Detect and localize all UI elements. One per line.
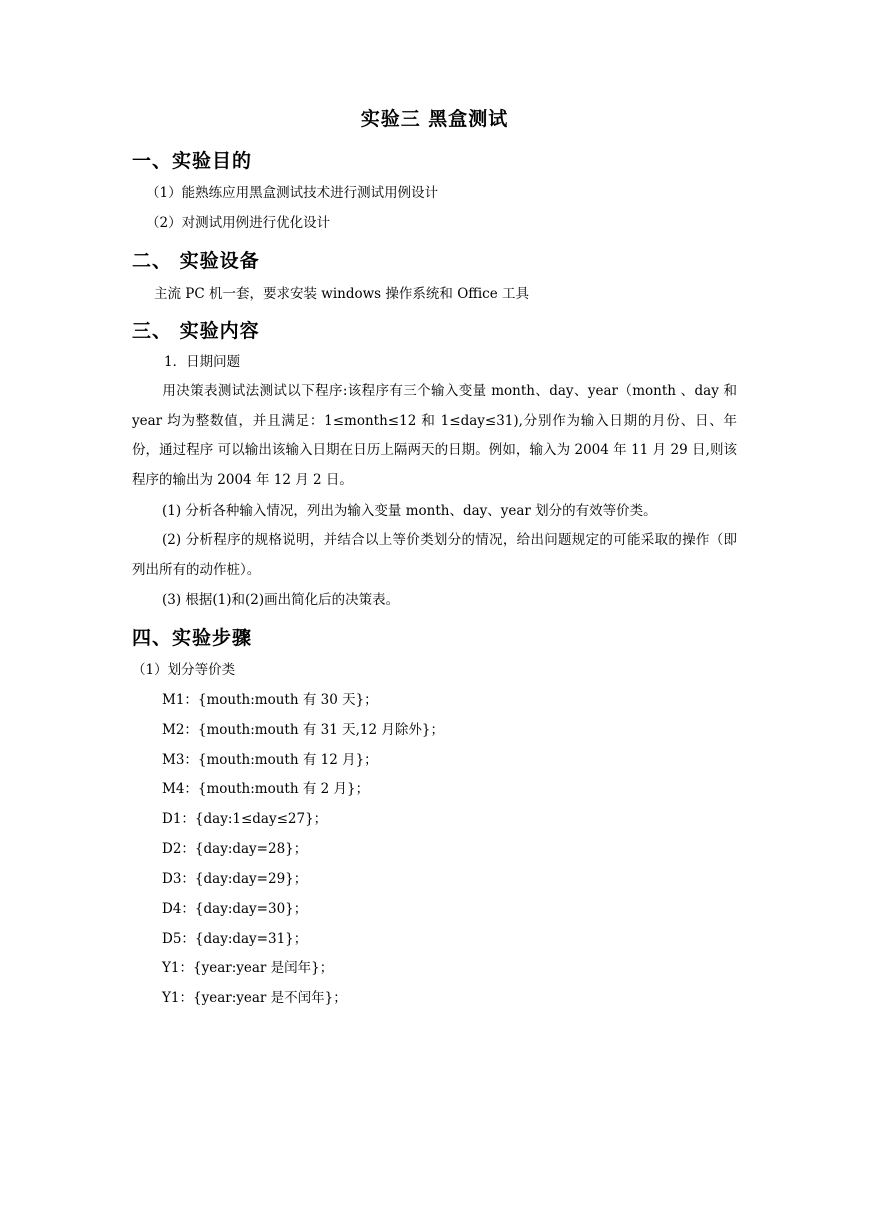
content-task-2	[132, 526, 737, 585]
content-task-2-text: (2) 分析程序的规格说明，并结合以上等价类划分的情况，给出问题规定的可能采取的操作（即列出所有的动作桩）。	[132, 532, 737, 578]
class-item: D2：{day:day=28}；	[162, 841, 308, 857]
class-item: D3：{day:day=29}；	[162, 871, 308, 887]
class-item: D1：{day:1≤day≤27}；	[162, 811, 328, 827]
class-item: D4：{day:day=30}；	[162, 901, 308, 917]
class-item: D5：{day:day=31}；	[162, 931, 308, 947]
class-item: M3：{mouth:mouth 有 12 月}；	[162, 752, 378, 768]
steps-subheading: （1）划分等价类	[132, 662, 236, 678]
class-item: M1：{mouth:mouth 有 30 天}；	[162, 692, 378, 708]
section-heading-content: 三、 实验内容	[132, 320, 260, 342]
purpose-item-2: （2）对测试用例进行优化设计	[146, 215, 331, 231]
content-paragraph	[132, 377, 737, 496]
class-item: M4：{mouth:mouth 有 2 月}；	[162, 781, 370, 797]
content-task-3: (3) 根据(1)和(2)画出简化后的决策表。	[162, 592, 400, 608]
class-item: Y1：{year:year 是闰年}；	[162, 960, 334, 976]
content-paragraph-text: 用决策表测试法测试以下程序:该程序有三个输入变量 month、day、year（month 、day 和 year 均为整数值，并且满足：1≤month≤12 和 1≤day≤31),分别作为输入日期的月份、日、年份，通过程序 可以输出该输入日期在日历上隔两天的日期。例如，输入为 2004 年 11 月 29 日,则该程序的输出为 2004 年 12 月 2 日。	[132, 383, 737, 489]
equipment-text: 主流 PC 机一套，要求安装 windows 操作系统和 Office 工具	[154, 286, 530, 302]
purpose-item-1: （1）能熟练应用黑盒测试技术进行测试用例设计	[146, 185, 439, 201]
section-heading-purpose: 一、实验目的	[132, 150, 253, 172]
section-heading-equipment: 二、 实验设备	[132, 250, 260, 272]
content-subheading: 1．日期问题	[164, 354, 241, 370]
class-item: M2：{mouth:mouth 有 31 天,12 月除外}；	[162, 722, 444, 738]
content-task-1: (1) 分析各种输入情况，列出为输入变量 month、day、year 划分的有效等价类。	[162, 503, 657, 519]
class-item: Y1：{year:year 是不闰年}；	[162, 990, 347, 1006]
section-heading-steps: 四、实验步骤	[132, 627, 253, 649]
document-title: 实验三 黑盒测试	[360, 108, 509, 130]
